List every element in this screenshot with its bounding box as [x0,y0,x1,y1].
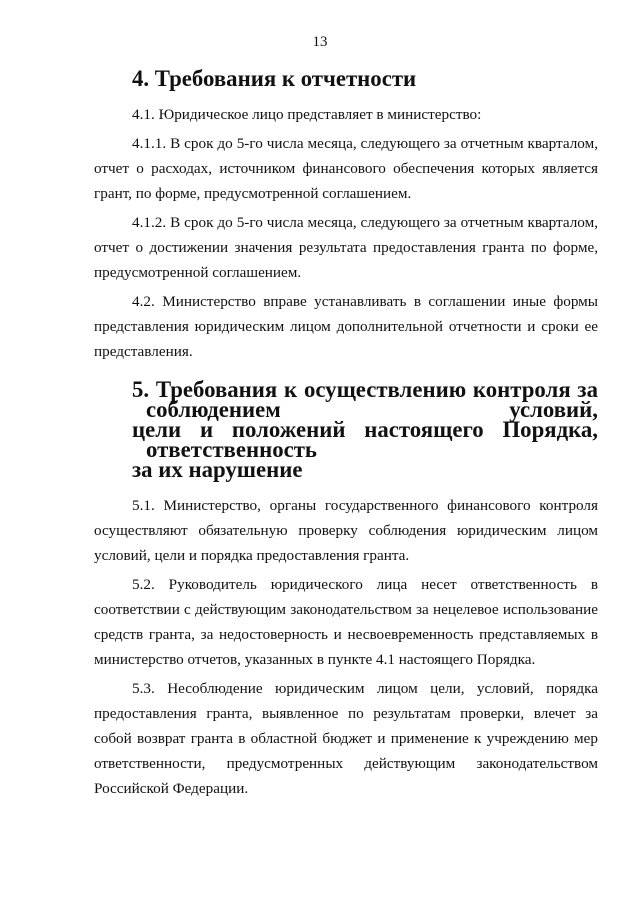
paragraph-4-1: 4.1. Юридическое лицо представляет в министерство: [132,106,482,123]
section-5-heading-line-1: 5. Требования к осуществлению контроля за соблюдением условий, [132,377,598,422]
page-number: 13 [312,34,328,50]
paragraph-4-1-2: 4.1.2. В срок до 5-го числа месяца, следующего за отчетным кварталом, отчет о достижении значения результата предоставления гранта по форме, предусмотренной соглашением. [94,214,598,281]
paragraph-4-1-1: 4.1.1. В срок до 5-го числа месяца, следующего за отчетным кварталом, отчет о расходах, источником финансового обеспечения которых является грант, по форме, предусмотренной соглашением. [94,135,598,202]
section-5-heading [94,377,598,482]
paragraph-5-1: 5.1. Министерство, органы государственного финансового контроля осуществляют обязательную проверку соблюдения юридическим лицом условий, цели и порядка предоставления гранта. [94,497,598,564]
section-4-heading: 4. Требования к отчетности [132,66,417,91]
section-5-heading-line-3: за их нарушение [132,457,303,482]
section-5-heading-line-2: цели и положений настоящего Порядка, ответственность [132,417,598,462]
paragraph-5-2: 5.2. Руководитель юридического лица несет ответственность в соответствии с действующим законодательством за нецелевое использование средств гранта, за недостоверность и несвоевременность представляемых в министерство отчетов, указанных в пункте 4.1 настоящего Порядка. [94,576,598,668]
paragraph-4-2: 4.2. Министерство вправе устанавливать в соглашении иные формы представления юридическим лицом дополнительной отчетности и сроки ее представления. [94,293,598,360]
document-body [94,66,598,805]
paragraph-5-3: 5.3. Несоблюдение юридическим лицом цели, условий, порядка предоставления гранта, выявленное по результатам проверки, влечет за собой возврат гранта в областной бюджет и применение к учреждению мер ответственности, предусмотренных действующим законодательством Российской Федерации. [94,680,598,797]
